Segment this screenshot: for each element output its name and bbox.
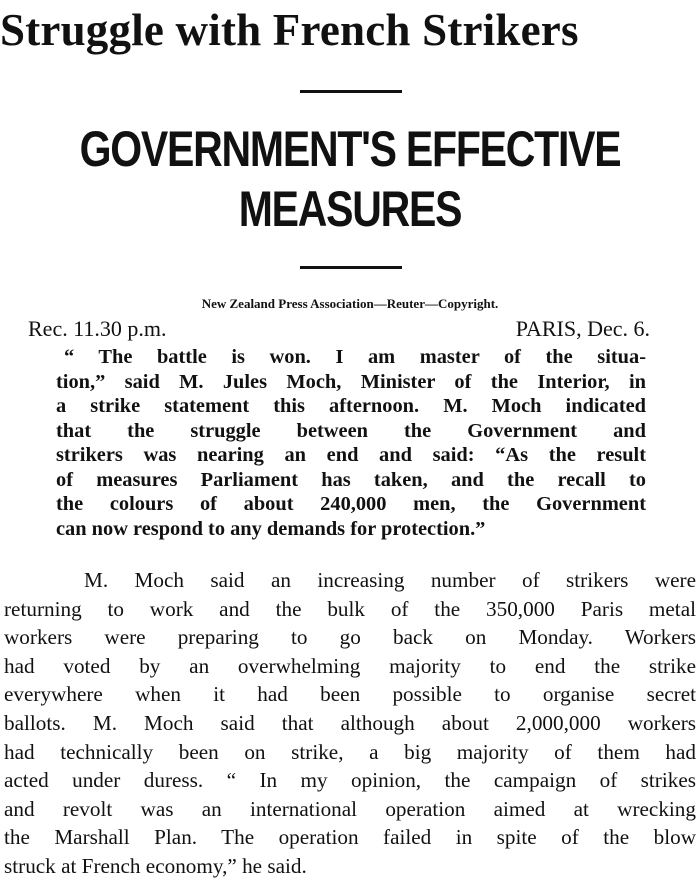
- body-line: returning to work and the bulk of the 350,000 Paris metal: [4, 596, 696, 621]
- place-date: PARIS, Dec. 6.: [515, 316, 650, 341]
- press-credit: New Zealand Press Association—Reuter—Copyright.: [201, 296, 499, 311]
- body-line: struck at French economy,” he said.: [4, 853, 307, 878]
- body-line: everywhere when it had been possible to organise secret: [4, 682, 696, 707]
- body-line: ballots. M. Moch said that although about 2,000,000 workers: [4, 710, 696, 735]
- body-line: workers were preparing to go back on Monday. Workers: [4, 625, 696, 650]
- received-time: Rec. 11.30 p.m.: [28, 316, 167, 341]
- lead-line: “ The battle is won. I am master of the situa-: [64, 346, 646, 368]
- lead-paragraph: [56, 345, 646, 541]
- lead-line: can now respond to any demands for protection.”: [56, 517, 486, 540]
- lead-line: the colours of about 240,000 men, the Government: [56, 493, 646, 515]
- lead-line: strikers was nearing an end and said: “As the result: [56, 444, 646, 466]
- lead-line: that the struggle between the Government and: [56, 419, 646, 442]
- headline: Struggle with French Strikers: [0, 5, 579, 55]
- body-line: had technically been on strike, a big majority of them had: [4, 739, 696, 764]
- subheadline-divider: [300, 266, 402, 269]
- body-paragraph: [4, 566, 696, 881]
- lead-line: tion,” said M. Jules Moch, Minister of the Interior, in: [56, 370, 646, 393]
- subheadline-line-1: GOVERNMENT'S EFFECTIVE: [79, 121, 621, 177]
- headline-divider: [300, 90, 402, 93]
- body-line: the Marshall Plan. The operation failed in spite of the blow: [4, 825, 696, 850]
- subheadline-line-2: MEASURES: [238, 181, 462, 237]
- body-line: M. Moch said an increasing number of strikers were: [84, 568, 696, 592]
- body-line: had voted by an overwhelming majority to end the strike: [4, 653, 696, 678]
- body-line: and revolt was an international operation aimed at wrecking: [4, 796, 696, 821]
- body-line: acted under duress. “ In my opinion, the campaign of strikes: [4, 768, 696, 793]
- lead-line: of measures Parliament has taken, and the recall to: [56, 468, 646, 491]
- dateline: [28, 316, 650, 342]
- lead-line: a strike statement this afternoon. M. Moch indicated: [56, 395, 646, 417]
